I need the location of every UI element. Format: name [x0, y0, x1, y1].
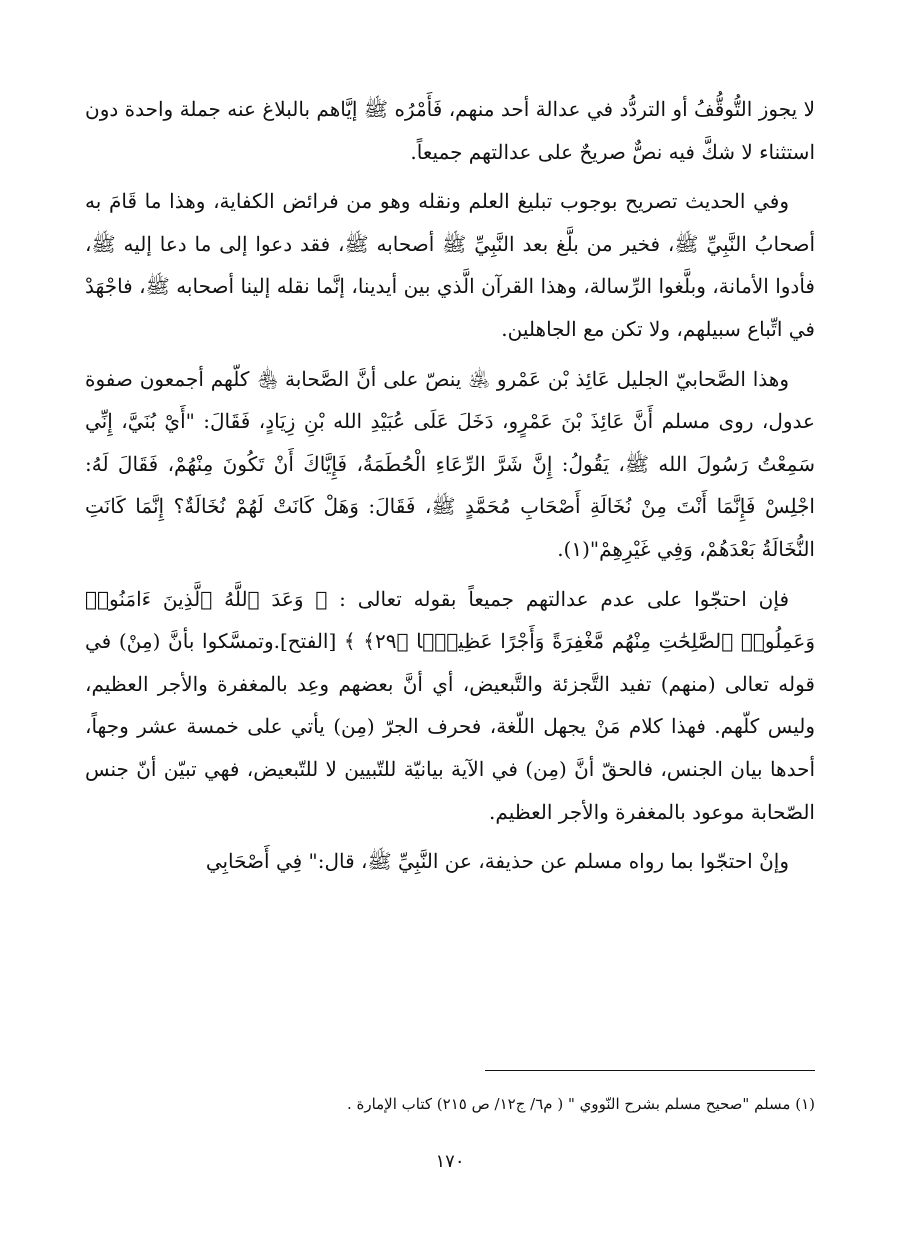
paragraph-5: وإنْ احتجّوا بما رواه مسلم عن حذيفة، عن النَّبِيِّ ﷺ، قال:" فِي أَصْحَابِي	[205, 849, 789, 874]
paragraph-4: فإن احتجّوا على عدم عدالتهم جميعاً بقوله تعالى : ﴿ وَعَدَ ٱللَّهُ ٱلَّذِينَ ءَامَنُوا۟ وَعَمِلُوا۟ ٱلصَّٰلِحَٰتِ مِنْهُم مَّغْفِرَةً وَأَجْرًا عَظِيمًۢا ﴿٢٩﴾ ﴾ [الفتح].وتمسَّكوا بأنَّ (مِنْ) في قوله تعالى (منهم) تفيد التَّجزئة والتَّبعيض، أي أنَّ بعضهم وعِد بالمغفرة والأجر العظيم، وليس كلّهم. فهذا كلام مَنْ يجهل اللّغة، فحرف الجرّ (مِن) يأتي على خمسة عشر وجهاً، أحدها بيان الجنس، فالحقّ أنَّ (مِن) في الآية بيانيّة للتّبيين لا للتّبعيض، فهي تبيّن أنّ جنس الصّحابة موعود بالمغفرة والأجر العظيم.	[85, 586, 815, 824]
paragraph-2: وفي الحديث تصريح بوجوب تبليغ العلم ونقله وهو من فرائض الكفاية، وهذا ما قَامَ به أصحابُ النَّبِيِّ ﷺ، فخير من بلَّغ بعد النَّبِيِّ ﷺ أصحابه ﷺ، فقد دعوا إلى ما دعا إليه ﷺ، فأدوا الأمانة، وبلَّغوا الرِّسالة، وهذا القرآن الَّذي بين أيدينا، إنَّما نقله إلينا أصحابه ﷺ، فاجْهَدْ في اتِّباع سبيلهم، ولا تكن مع الجاهلين.	[85, 189, 815, 341]
page-number: ١٧٠	[435, 1151, 465, 1172]
footnote: (١) مسلم "صحيح مسلم بشرح النّووي " ( م٦/ ج١٢/ ص ٢١٥) كتاب الإمارة .	[346, 1095, 815, 1113]
main-text	[85, 88, 815, 890]
paragraph-1: لا يجوز التُّوقُّفُ أو التردُّد في عدالة أحد منهم، فَأَمْرُه ﷺ إيَّاهم بالبلاغ عنه جملة واحدة دون استثناء لا شكَّ فيه نصٌّ صريحٌ على عدالتهم جميعاً.	[85, 97, 815, 164]
footnote-divider	[485, 1070, 815, 1071]
paragraph-3: وهذا الصَّحابيّ الجليل عَائِذ بْن عَمْرو ﵁ ينصّ على أنَّ الصَّحابة ﵃ كلّهم أجمعون صفوة عدول، روى مسلم أَنَّ عَائِذَ بْنَ عَمْرٍو، دَخَلَ عَلَى عُبَيْدِ الله بْنِ زِيَادٍ، فَقَالَ: "أَيْ بُنَيَّ، إِنِّي سَمِعْتُ رَسُولَ الله ﷺ، يَقُولُ: إِنَّ شَرَّ الرِّعَاءِ الْحُطَمَةُ، فَإِيَّاكَ أَنْ تَكُونَ مِنْهُمْ، فَقَالَ لَهُ: اجْلِسْ فَإِنَّمَا أَنْتَ مِنْ نُخَالَةِ أَصْحَابِ مُحَمَّدٍ ﷺ، فَقَالَ: وَهَلْ كَانَتْ لَهُمْ نُخَالَةٌ؟ إِنَّمَا كَانَتِ النُّخَالَةُ بَعْدَهُمْ، وَفِي غَيْرِهِمْ"(١).	[85, 366, 815, 561]
